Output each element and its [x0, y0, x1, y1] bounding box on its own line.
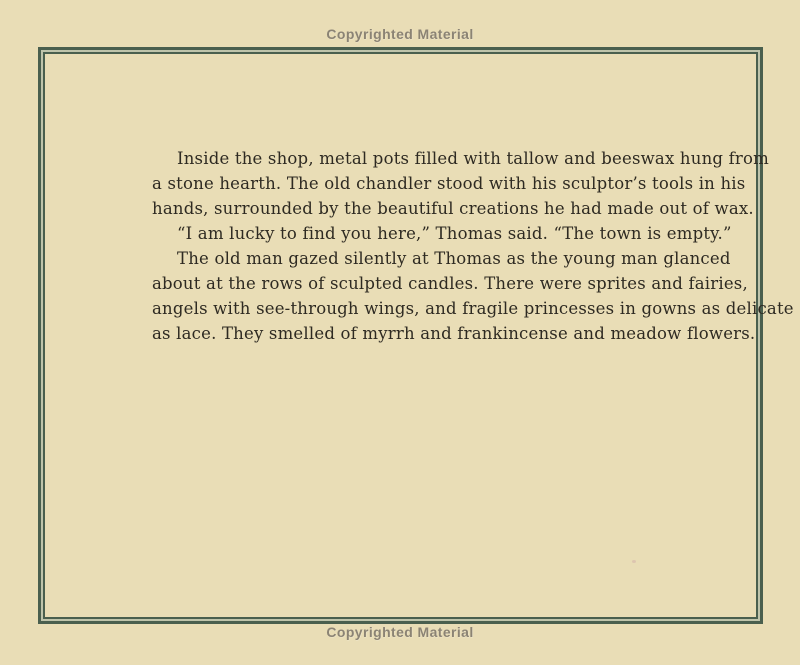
scan-speck: [632, 560, 636, 563]
story-line: hands, surrounded by the beautiful creations he had made out of wax.: [152, 199, 754, 218]
copyright-watermark-top: Copyrighted Material: [326, 26, 474, 42]
story-line: “I am lucky to find you here,” Thomas said. “The town is empty.”: [177, 224, 732, 243]
story-line: a stone hearth. The old chandler stood with his sculptor’s tools in his: [152, 174, 746, 193]
copyright-watermark-bottom: Copyrighted Material: [326, 624, 474, 640]
story-text-block: [152, 146, 794, 346]
story-line: angels with see-through wings, and fragile princesses in gowns as delicate: [152, 299, 794, 318]
story-line: Inside the shop, metal pots filled with tallow and beeswax hung from: [177, 149, 769, 168]
story-line: about at the rows of sculpted candles. There were sprites and fairies,: [152, 274, 748, 293]
story-line: as lace. They smelled of myrrh and frankincense and meadow flowers.: [152, 324, 756, 343]
story-line: The old man gazed silently at Thomas as the young man glanced: [177, 249, 731, 268]
